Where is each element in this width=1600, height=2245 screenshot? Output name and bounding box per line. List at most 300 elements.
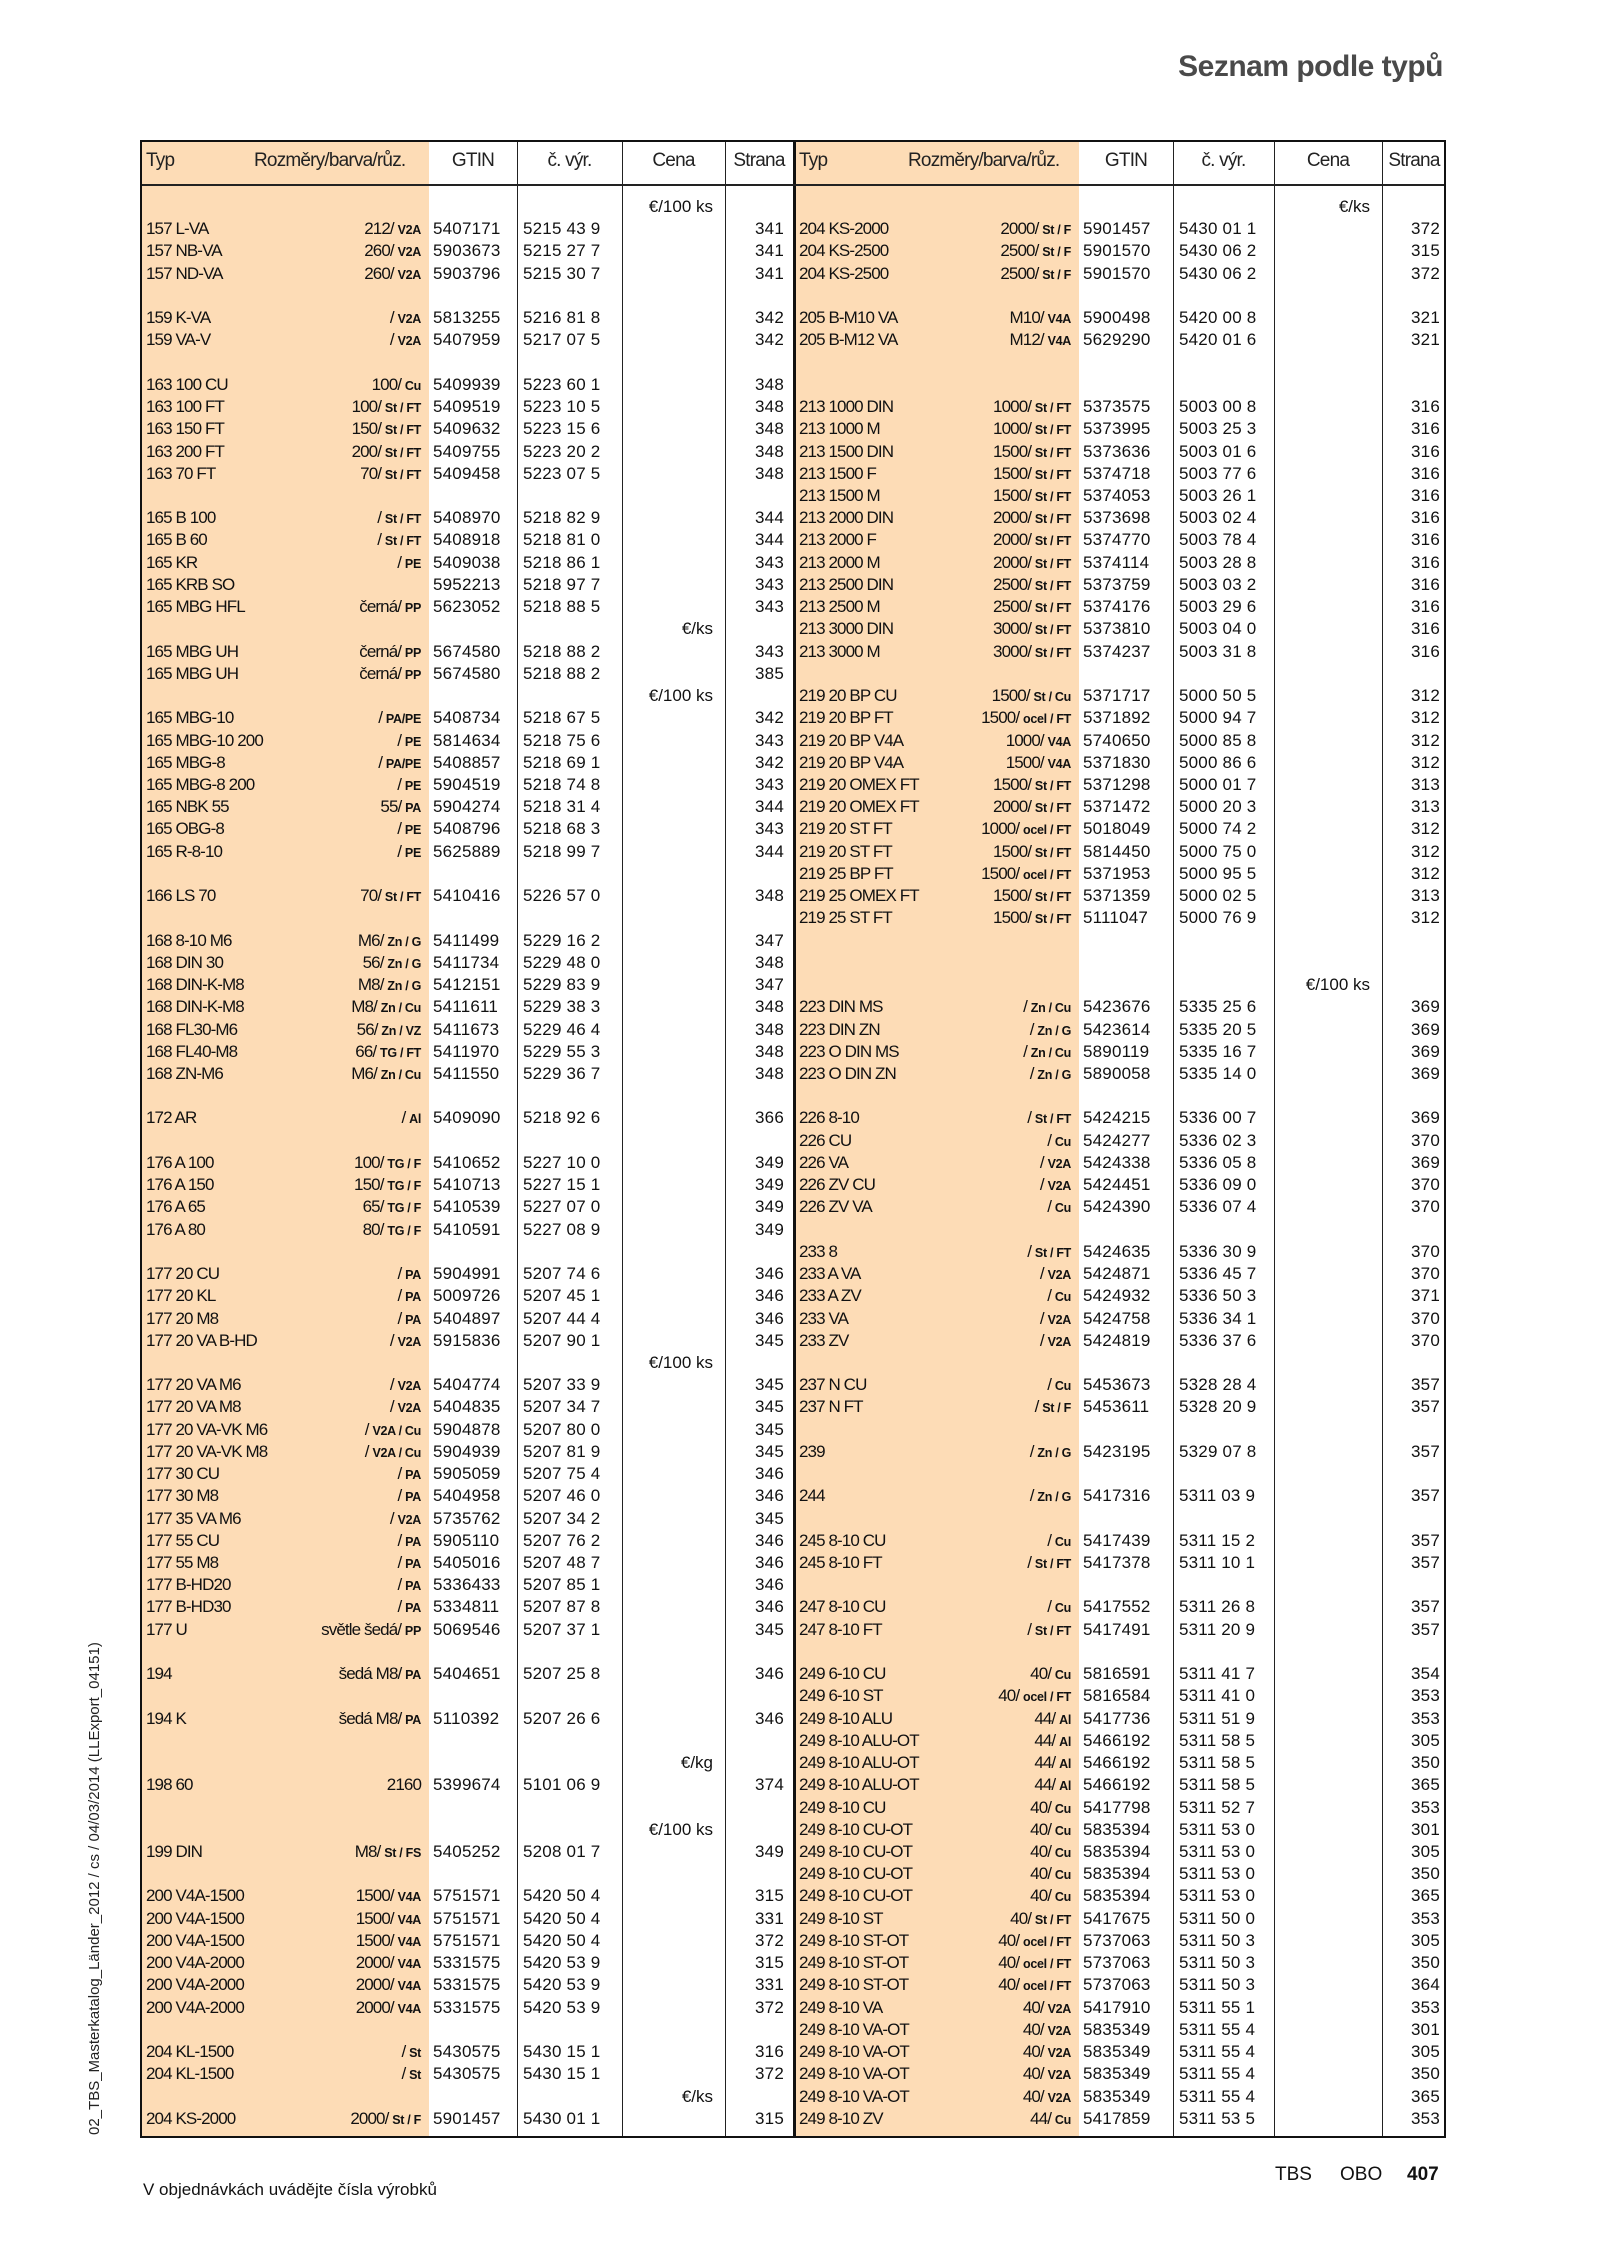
article-number: 5430 01 1	[1179, 219, 1257, 239]
dimension	[998, 1974, 1071, 1997]
type-name: 249 8-10 CU	[799, 1797, 886, 1817]
page-ref: 312	[1411, 752, 1440, 772]
dimension	[993, 641, 1071, 664]
article-number: 5311 55 1	[1179, 1997, 1256, 2017]
article-number: 5311 55 4	[1179, 2064, 1256, 2084]
material: St / FT	[384, 467, 421, 482]
header-strana: Strana	[733, 150, 785, 171]
material: ocel / FT	[1022, 1979, 1071, 1994]
article-number: 5420 53 9	[523, 1953, 601, 1973]
dimension-value: 100/	[351, 397, 382, 417]
material: Cu	[1054, 1201, 1071, 1216]
type-name: 249 8-10 VA-OT	[799, 2042, 909, 2062]
dimension-value: /	[397, 1530, 402, 1550]
material: Al	[1059, 1712, 1071, 1727]
dimension	[354, 1152, 421, 1175]
dimension-value: /	[1039, 1308, 1044, 1328]
page-ref: 371	[1411, 1286, 1440, 1306]
type-name: 200 V4A-1500	[146, 1908, 244, 1928]
dimension-value: 40/	[1010, 1908, 1032, 1928]
gtin: 5411611	[433, 997, 499, 1017]
dimension-value: /	[1047, 1530, 1052, 1550]
type-name: 168 DIN-K-M8	[146, 997, 244, 1017]
gtin: 5331575	[433, 1997, 501, 2017]
page-ref: 374	[755, 1775, 784, 1795]
type-name: 177 55 M8	[146, 1553, 219, 1573]
article-number: 5218 81 0	[523, 530, 601, 550]
page-ref: 301	[1411, 2019, 1440, 2039]
table-row	[142, 863, 1444, 885]
type-name: 245 8-10 CU	[799, 1530, 886, 1550]
dimension	[401, 2063, 421, 2086]
gtin: 5374237	[1083, 641, 1151, 661]
table-row	[142, 1641, 1444, 1663]
material: PE	[404, 778, 421, 793]
type-name: 223 O DIN MS	[799, 1041, 899, 1061]
dimension-value: 1500/	[993, 485, 1032, 505]
page-ref: 301	[1411, 1819, 1440, 1839]
gtin: 5373698	[1083, 508, 1151, 528]
dimension-value: /	[397, 774, 402, 794]
dimension-value: 80/	[362, 1219, 384, 1239]
article-number: 5207 34 2	[523, 1508, 601, 1528]
article-number: 5215 43 9	[523, 219, 601, 239]
material: Zn / Cu	[1030, 1001, 1071, 1016]
material: Cu	[1054, 2112, 1071, 2127]
article-number: 5003 77 6	[1179, 463, 1257, 483]
gtin: 5408970	[433, 508, 501, 528]
material: St / FT	[1034, 489, 1071, 504]
material: PP	[404, 645, 421, 660]
type-name: 163 200 FT	[146, 441, 224, 461]
material: V2A / Cu	[372, 1423, 421, 1438]
dimension	[390, 1330, 421, 1353]
article-number: 5003 26 1	[1179, 485, 1257, 505]
dimension	[398, 1263, 422, 1286]
gtin: 5751571	[433, 1886, 501, 1906]
article-number: 5229 55 3	[523, 1041, 601, 1061]
dimension-value: 1000/	[981, 819, 1020, 839]
page-ref: 370	[1411, 1175, 1440, 1195]
material: V4A	[1047, 756, 1071, 771]
dimension	[1030, 1885, 1071, 1908]
dimension-value: /	[1027, 1553, 1032, 1573]
type-name: 249 8-10 ALU	[799, 1708, 893, 1728]
dimension-value: 40/	[1022, 2086, 1044, 2106]
material: St / FT	[384, 534, 421, 549]
type-name: 177 20 VA M8	[146, 1397, 241, 1417]
page-ref: 312	[1411, 908, 1440, 928]
type-name: 168 DIN 30	[146, 952, 223, 972]
type-name: 249 8-10 ST-OT	[799, 1953, 909, 1973]
type-name: 249 8-10 VA-OT	[799, 2064, 909, 2084]
table-row	[142, 1508, 1444, 1530]
type-name: 168 ZN-M6	[146, 1063, 223, 1083]
type-name: 165 MBG HFL	[146, 597, 245, 617]
dimension	[998, 1952, 1071, 1975]
type-name: 226 VA	[799, 1152, 849, 1172]
dimension-value: 200/	[351, 441, 382, 461]
material: St / FT	[1034, 623, 1071, 638]
article-number: 5226 57 0	[523, 886, 601, 906]
dimension	[1047, 1130, 1071, 1153]
material: PA	[405, 1468, 421, 1483]
page-ref: 343	[755, 552, 784, 572]
type-name: 213 1000 DIN	[799, 397, 894, 417]
price-unit: €/kg	[680, 1753, 713, 1773]
page-ref: 349	[755, 1842, 784, 1862]
page-ref: 365	[1411, 1775, 1440, 1795]
dimension	[321, 1619, 421, 1642]
dimension	[1035, 1396, 1071, 1419]
dimension-value: 1000/	[993, 419, 1032, 439]
header-gtin: GTIN	[1104, 150, 1148, 171]
dimension	[351, 1063, 421, 1086]
material: St / F	[1042, 245, 1071, 260]
gtin: 5737063	[1083, 1930, 1151, 1950]
type-name: 249 8-10 CU-OT	[799, 1819, 913, 1839]
article-number: 5311 58 5	[1179, 1753, 1256, 1773]
dimension-value: /	[389, 1330, 394, 1350]
article-number: 5227 15 1	[523, 1175, 601, 1195]
dimension-value: 1500/	[993, 463, 1032, 483]
table-row	[142, 1441, 1444, 1463]
type-name: 177 B-HD30	[146, 1597, 231, 1617]
type-name: 249 8-10 CU-OT	[799, 1864, 913, 1884]
page-ref: 369	[1411, 1063, 1440, 1083]
dimension	[1010, 307, 1071, 330]
article-number: 5003 02 4	[1179, 508, 1257, 528]
dimension	[390, 1508, 421, 1531]
gtin: 5424277	[1083, 1130, 1151, 1150]
article-number: 5218 82 9	[523, 508, 601, 528]
dimension	[355, 1841, 421, 1864]
price-unit: €/100 ks	[648, 1819, 713, 1839]
gtin: 5336433	[433, 1575, 501, 1595]
type-name: 204 KS-2000	[799, 219, 889, 239]
gtin: 5411673	[433, 1019, 500, 1039]
dimension-value: /	[389, 330, 394, 350]
table-row	[142, 307, 1444, 329]
material: ocel / FT	[1022, 1934, 1071, 1949]
gtin: 5410539	[433, 1197, 501, 1217]
type-name: 213 2500 M	[799, 597, 880, 617]
gtin: 5835349	[1083, 2019, 1151, 2039]
type-name: 219 20 BP V4A	[799, 730, 904, 750]
dimension	[1030, 1819, 1071, 1842]
type-name: 198 60	[146, 1775, 193, 1795]
article-number: 5227 07 0	[523, 1197, 601, 1217]
page-ref: 313	[1411, 886, 1440, 906]
type-name: 213 2000 F	[799, 530, 877, 550]
gtin: 5417552	[1083, 1597, 1151, 1617]
table-row	[142, 1774, 1444, 1796]
type-name: 200 V4A-1500	[146, 1930, 244, 1950]
dimension	[993, 907, 1071, 930]
footer-note: V objednávkách uvádějte čísla výrobků	[143, 2180, 437, 2199]
article-number: 5218 99 7	[523, 841, 601, 861]
article-number: 5208 01 7	[523, 1842, 601, 1862]
gtin: 5430575	[433, 2042, 501, 2062]
material: St / FT	[1034, 645, 1071, 660]
material: St / FT	[1034, 1912, 1071, 1927]
table-row	[142, 329, 1444, 351]
dimension-value: /	[397, 1486, 402, 1506]
gtin: 5409519	[433, 397, 501, 417]
dimension-value: 212/	[364, 219, 394, 239]
table-row	[142, 1263, 1444, 1285]
dimension	[363, 1219, 421, 1242]
page-ref: 350	[1411, 1864, 1440, 1884]
dimension-value: /	[1047, 1597, 1052, 1617]
page-ref: 354	[1411, 1664, 1440, 1684]
dimension	[350, 2108, 421, 2131]
material: PA	[405, 1290, 421, 1305]
type-name: 177 20 VA-VK M6	[146, 1419, 268, 1439]
material: St / FT	[1034, 801, 1071, 816]
type-name: 200 V4A-2000	[146, 1953, 244, 1973]
dimension	[363, 952, 421, 975]
gtin: 5901457	[433, 2108, 501, 2128]
page-ref: 348	[755, 374, 784, 394]
type-name: 247 8-10 CU	[799, 1597, 886, 1617]
dimension	[1040, 1174, 1071, 1197]
material: V2A	[397, 223, 421, 238]
page-ref: 341	[755, 219, 784, 239]
type-name: 213 2500 DIN	[799, 574, 894, 594]
article-number: 5335 16 7	[1179, 1041, 1257, 1061]
article-number: 5227 08 9	[523, 1219, 601, 1239]
material: St / FT	[1034, 1557, 1071, 1572]
page-ref: 345	[755, 1441, 784, 1461]
gtin: 5904274	[433, 797, 501, 817]
material: V4A	[1047, 734, 1071, 749]
page-ref: 316	[1411, 463, 1440, 483]
material: Al	[1059, 1779, 1071, 1794]
dimension-value: /	[401, 2042, 406, 2062]
article-number: 5207 75 4	[523, 1464, 601, 1484]
type-name: 177 35 VA M6	[146, 1508, 241, 1528]
dimension-value: 2000/	[350, 2108, 389, 2128]
dimension	[372, 374, 421, 397]
header-dim: Rozměry/barva/růz.	[254, 150, 406, 171]
page-ref: 316	[1411, 552, 1440, 572]
page-ref: 369	[1411, 1152, 1440, 1172]
material: PE	[404, 734, 421, 749]
type-name: 249 8-10 ST-OT	[799, 1975, 909, 1995]
dimension	[1023, 2041, 1071, 2064]
dimension-value: 55/	[380, 797, 402, 817]
material: PA	[405, 1557, 421, 1572]
page-ref: 348	[755, 463, 784, 483]
material: TG / F	[387, 1201, 421, 1216]
dimension-value: /	[401, 1108, 406, 1128]
gtin: 5901457	[1083, 219, 1151, 239]
dimension	[1030, 1797, 1071, 1820]
dimension	[352, 396, 421, 419]
dimension	[364, 218, 421, 241]
gtin: 5371472	[1083, 797, 1151, 817]
gtin: 5404651	[433, 1664, 501, 1684]
gtin: 5407171	[433, 219, 501, 239]
dimension-value: 2000/	[355, 1997, 394, 2017]
page-ref: 305	[1411, 1730, 1440, 1750]
dimension	[360, 463, 421, 486]
dimension	[397, 552, 421, 575]
table-row	[142, 663, 1444, 685]
type-name: 213 3000 M	[799, 641, 880, 661]
article-number: 5420 01 6	[1179, 330, 1257, 350]
table-row	[142, 418, 1444, 440]
type-name: 177 20 VA-VK M8	[146, 1441, 268, 1461]
type-name: 226 ZV VA	[799, 1197, 872, 1217]
table-row	[142, 552, 1444, 574]
article-number: 5215 27 7	[523, 241, 601, 261]
type-name: 172 AR	[146, 1108, 197, 1128]
page-ref: 348	[755, 441, 784, 461]
dimension-value: černá/	[359, 663, 402, 683]
dimension	[1010, 1908, 1071, 1931]
page-ref: 345	[755, 1330, 784, 1350]
type-name: 213 2000 M	[799, 552, 880, 572]
dimension	[356, 1908, 421, 1931]
type-name: 165 KR	[146, 552, 198, 572]
article-number: 5311 53 0	[1179, 1842, 1256, 1862]
gtin: 5417378	[1083, 1553, 1151, 1573]
dimension-value: /	[378, 708, 383, 728]
dimension-value: M6/	[351, 1063, 377, 1083]
article-number: 5311 50 3	[1179, 1930, 1256, 1950]
gtin: 5409632	[433, 419, 501, 439]
material: ocel / FT	[1022, 823, 1071, 838]
dimension-value: /	[1027, 1108, 1032, 1128]
material: PA/PE	[385, 756, 421, 771]
dimension-value: /	[1034, 1397, 1039, 1417]
dimension-value: 66/	[355, 1041, 377, 1061]
dimension-value: /	[397, 1597, 402, 1617]
article-number: 5311 53 0	[1179, 1864, 1256, 1884]
page-ref: 348	[755, 1063, 784, 1083]
type-name: 165 MBG-10 200	[146, 730, 263, 750]
material: St / FT	[1034, 445, 1071, 460]
gtin: 5407959	[433, 330, 501, 350]
gtin: 5374770	[1083, 530, 1151, 550]
material: TG / F	[387, 1156, 421, 1171]
material: St / FT	[1034, 1245, 1071, 1260]
dimension	[1040, 1308, 1071, 1331]
table-row	[142, 1463, 1444, 1485]
dimension	[359, 663, 421, 686]
gtin: 5417910	[1083, 1997, 1151, 2017]
type-name: 199 DIN	[146, 1842, 203, 1862]
material: V4A	[397, 2001, 421, 2016]
material: Cu	[1054, 1890, 1071, 1905]
material: Zn / Cu	[380, 1067, 421, 1082]
table-row	[142, 374, 1444, 396]
material: ocel / FT	[1022, 712, 1071, 727]
table-row	[142, 2063, 1444, 2085]
gtin: 5890058	[1083, 1063, 1151, 1083]
article-number: 5311 58 5	[1179, 1775, 1256, 1795]
page-ref: 305	[1411, 1842, 1440, 1862]
table-row	[142, 240, 1444, 262]
dimension	[356, 1952, 421, 1975]
table-row	[142, 930, 1444, 952]
gtin: 5373995	[1083, 419, 1151, 439]
dimension	[1047, 1530, 1071, 1553]
material: St / FT	[1034, 401, 1071, 416]
gtin: 5424390	[1083, 1197, 1151, 1217]
page-ref: 353	[1411, 1686, 1440, 1706]
page-number: 407	[1407, 2164, 1439, 2185]
material: V2A	[1047, 2046, 1071, 2061]
table-row	[142, 952, 1444, 974]
dimension-value: /	[1039, 1264, 1044, 1284]
gtin: 5411970	[433, 1041, 500, 1061]
dimension	[1030, 1663, 1071, 1686]
dimension-value: 1500/	[993, 841, 1032, 861]
dimension-value: 40/	[1030, 1797, 1052, 1817]
table-row	[142, 996, 1444, 1018]
dimension	[993, 885, 1071, 908]
material: St	[409, 2068, 421, 2083]
dimension	[1023, 1997, 1071, 2020]
article-number: 5336 02 3	[1179, 1130, 1257, 1150]
price-unit: €/ks	[1338, 197, 1370, 216]
dimension	[993, 596, 1071, 619]
article-number: 5207 90 1	[523, 1330, 601, 1350]
type-name: 213 1500 F	[799, 463, 877, 483]
material: PE	[404, 556, 421, 571]
gtin: 5404774	[433, 1375, 501, 1395]
type-name: 204 KL-1500	[146, 2064, 234, 2084]
gtin: 5814634	[433, 730, 501, 750]
type-name: 219 20 BP FT	[799, 708, 893, 728]
gtin: 5334811	[433, 1597, 500, 1617]
type-name: 168 FL30-M6	[146, 1019, 238, 1039]
gtin: 5424215	[1083, 1108, 1151, 1128]
page-ref: 316	[1411, 397, 1440, 417]
gtin: 5417675	[1083, 1908, 1151, 1928]
header-cena: Cena	[652, 150, 695, 171]
dimension-value: M8/	[357, 975, 384, 995]
article-number: 5218 74 8	[523, 774, 601, 794]
table-row	[142, 641, 1444, 663]
gtin: 5408796	[433, 819, 501, 839]
gtin: 5417736	[1083, 1708, 1151, 1728]
article-number: 5430 15 1	[523, 2064, 601, 2084]
dimension	[1040, 1263, 1071, 1286]
page-ref: 346	[755, 1530, 784, 1550]
type-name: 176 A 80	[146, 1219, 205, 1239]
header-dim: Rozměry/barva/růz.	[908, 150, 1060, 171]
dimension	[339, 1708, 421, 1731]
material: V2A	[1047, 1268, 1071, 1283]
table-row	[142, 1752, 1444, 1774]
type-name: 177 30 CU	[146, 1464, 220, 1484]
dimension-value: šedá M8/	[338, 1664, 402, 1684]
material: St / FT	[384, 445, 421, 460]
type-name: 249 8-10 VA-OT	[799, 2019, 909, 2039]
dimension	[357, 1019, 421, 1042]
table-row	[142, 1730, 1444, 1752]
type-name: 219 25 OMEX FT	[799, 886, 919, 906]
table-row	[142, 774, 1444, 796]
material: Zn / Cu	[1030, 1045, 1071, 1060]
dimension-value: M8/	[354, 1842, 381, 1862]
dimension-value: 1500/	[993, 774, 1032, 794]
gtin: 5410416	[433, 886, 501, 906]
